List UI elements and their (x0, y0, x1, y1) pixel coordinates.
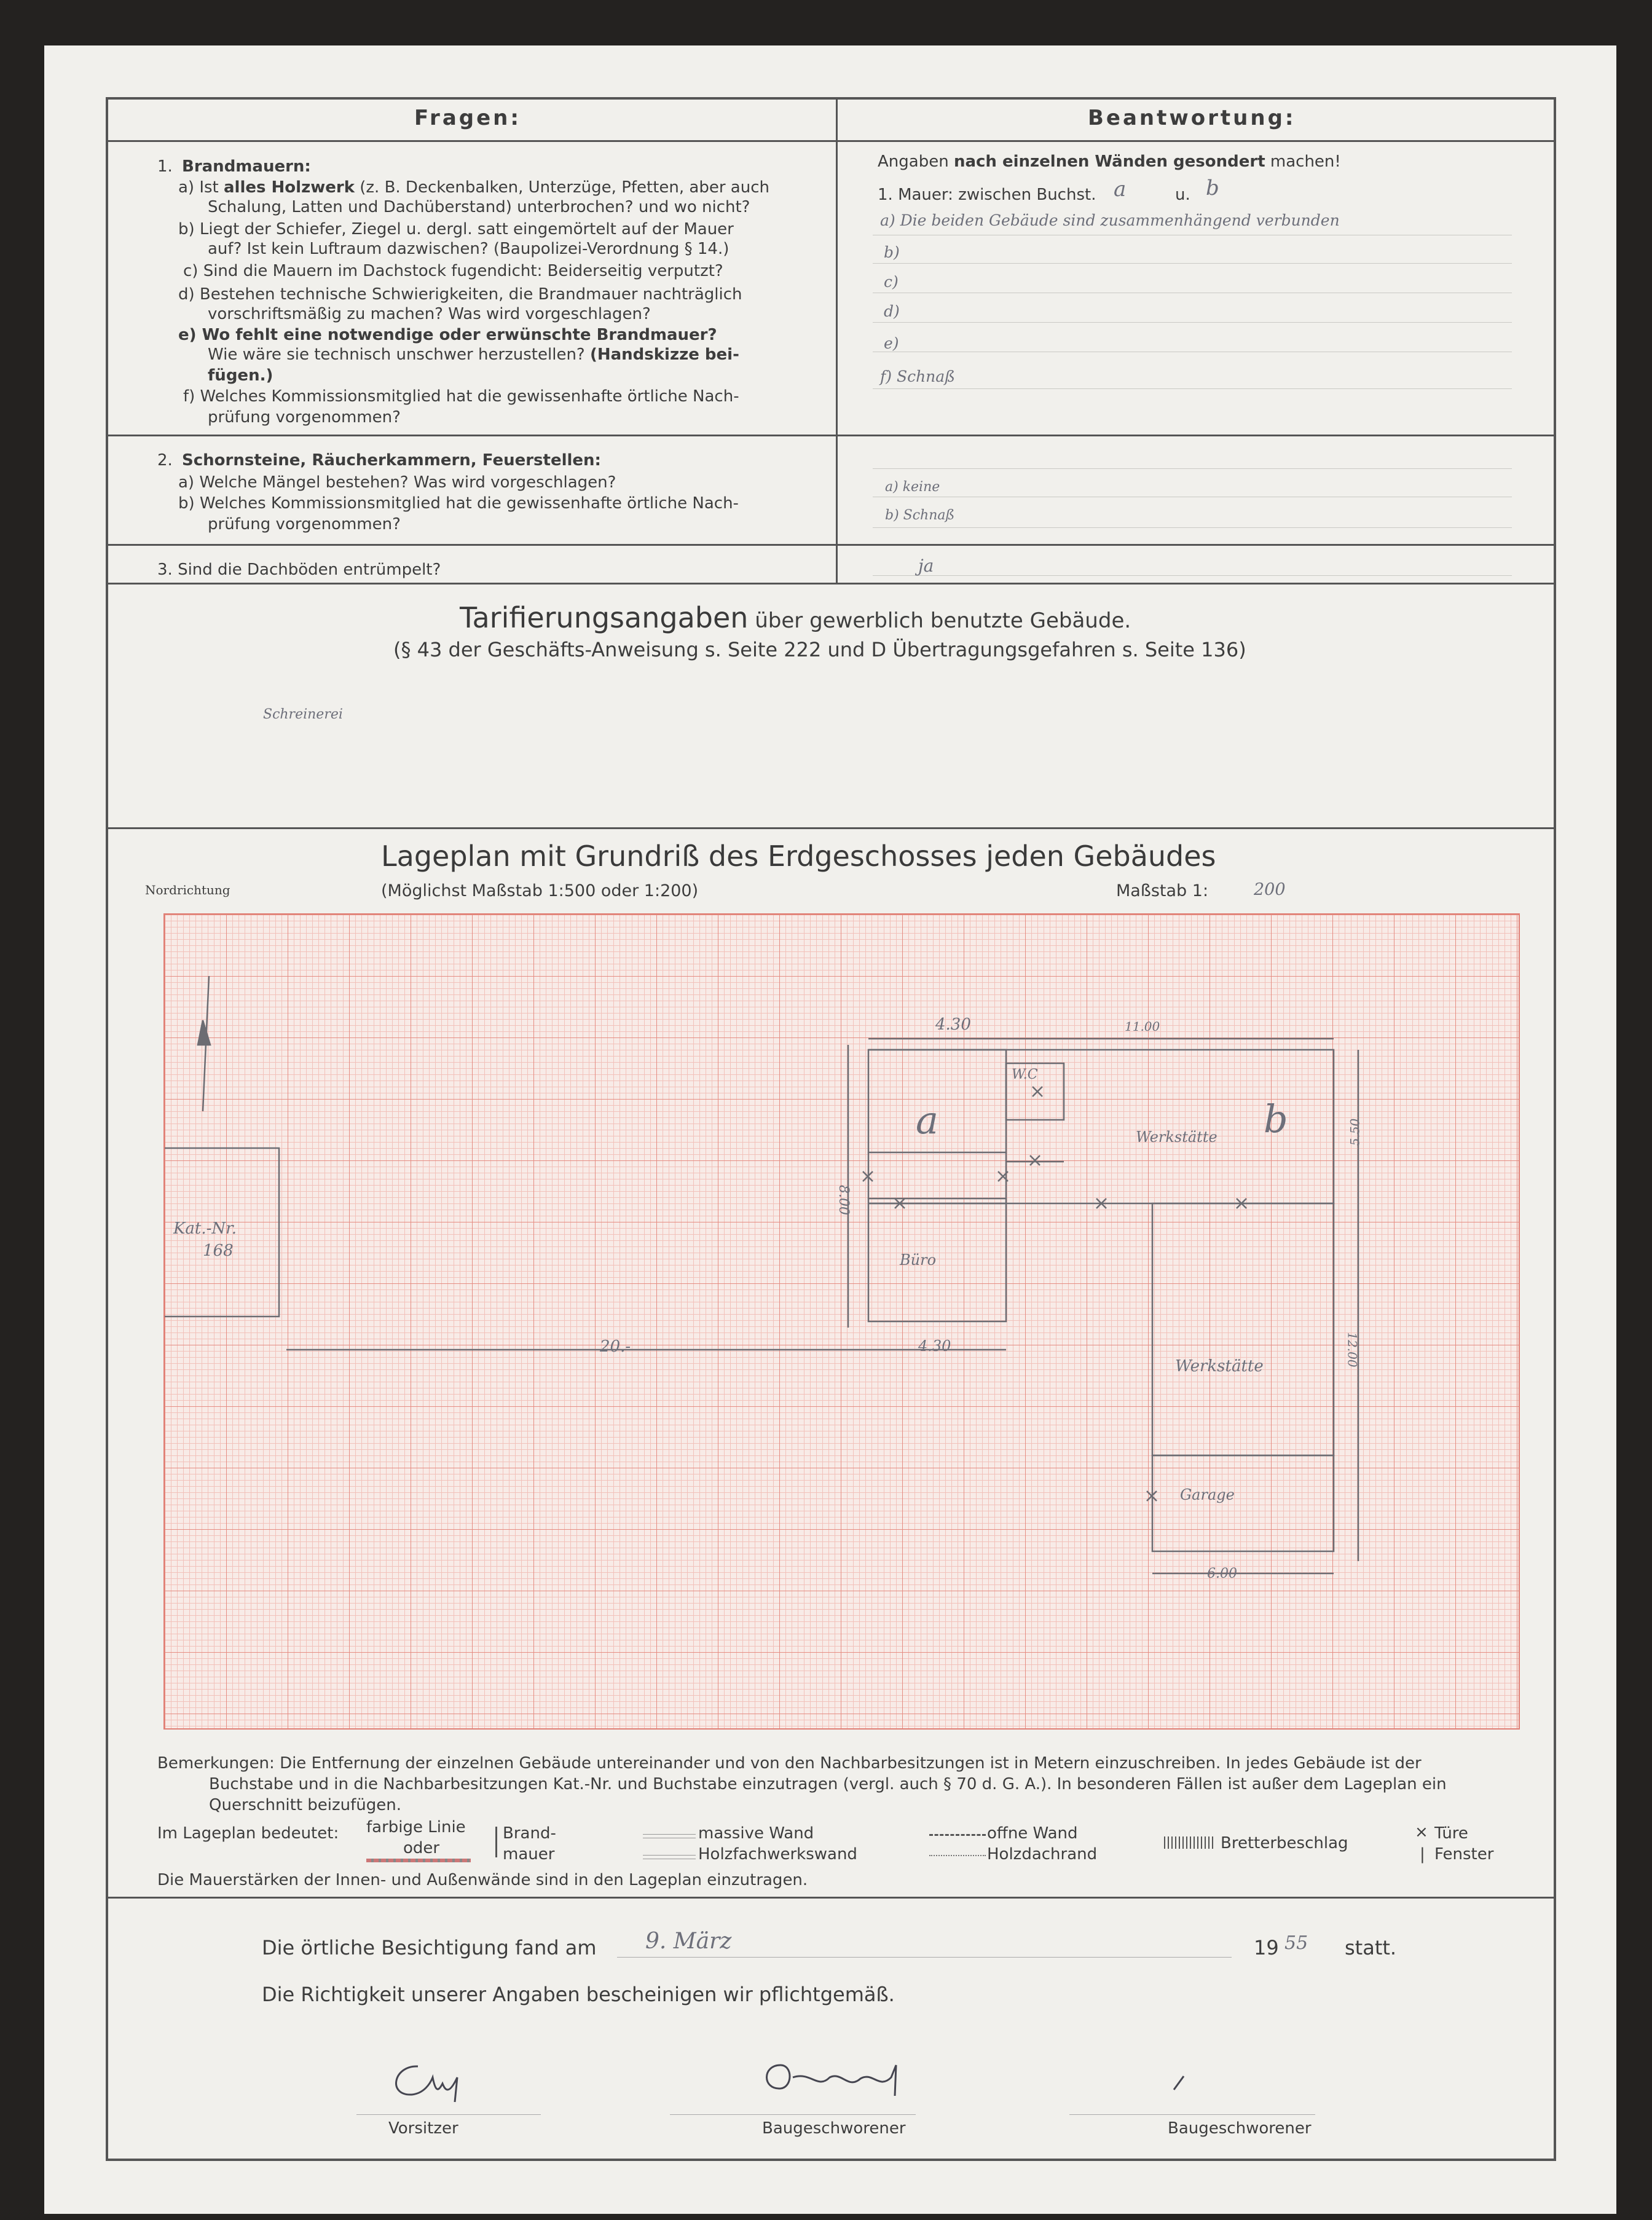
massstab-value: 200 (1254, 880, 1286, 899)
year-handwritten: 55 (1284, 1932, 1308, 1954)
question-2b: b) Welches Kommissionsmitglied hat die gewissenhafte örtliche Nach- (178, 494, 739, 513)
legend-oder: oder (403, 1839, 440, 1857)
plan-werkstaette-bottom: Werkstätte (1175, 1357, 1264, 1376)
mauer-u: u. (1175, 186, 1190, 204)
richtigkeit-text: Die Richtigkeit unserer Angaben bescheinigen wir pflichtgemäß. (262, 1983, 895, 2006)
legend-offne-swatch (929, 1834, 986, 1836)
bemerkungen-line3: Querschnitt beizufügen. (209, 1796, 402, 1814)
plan-dim-1100: 11.00 (1125, 1019, 1160, 1034)
vorsitzer-label: Vorsitzer (388, 2119, 458, 2138)
legend-farbige: farbige Linie (366, 1818, 466, 1836)
tarif-handwritten: Schreinerei (263, 707, 343, 722)
question-1a-cont: Schalung, Latten und Dachüberstand) unterbrochen? und wo nicht? (208, 198, 750, 216)
besichtigung-date: 9. März (645, 1929, 732, 1954)
plan-kat-nr: Kat.-Nr. (173, 1219, 237, 1238)
signature-rule-2 (670, 2114, 916, 2115)
nordrichtung-label: Nordrichtung (145, 883, 230, 897)
plan-dim-600: 6.00 (1207, 1566, 1237, 1581)
answer-2b-handwritten: b) Schnaß (885, 508, 955, 523)
lageplan-title: Lageplan mit Grundriß des Erdgeschosses jeden Gebäudes (381, 840, 1216, 873)
baugeschworener-label-1: Baugeschworener (762, 2119, 906, 2138)
answers-intro: Angaben nach einzelnen Wänden gesondert machen! (878, 152, 1341, 171)
question-1d-cont: vorschriftsmäßig zu machen? Was wird vorgeschlagen? (208, 305, 651, 323)
question-1e-cont: Wie wäre sie technisch unschwer herzustellen? (Handskizze bei- (208, 345, 739, 364)
question-1c: c) Sind die Mauern im Dachstock fugendicht: Beiderseitig verputzt? (183, 262, 723, 280)
mauer-letter-b: b (1206, 176, 1219, 200)
room-buero (868, 1199, 1006, 1321)
question-1a: a) Ist alles Holzwerk (z. B. Deckenbalken, Unterzüge, Pfetten, aber auch (178, 178, 769, 197)
signature-baugeschworener-2 (1155, 2065, 1205, 2102)
signature-baugeschworener-1 (756, 2053, 916, 2108)
lageplan-subtitle: (Möglichst Maßstab 1:500 oder 1:200) (381, 881, 699, 900)
legend-offne: offne Wand (987, 1824, 1078, 1843)
statt-label: statt. (1345, 1936, 1397, 1959)
tarif-title: Tarifierungsangaben über gewerblich benutzte Gebäude. (460, 601, 1131, 634)
question-1e: e) Wo fehlt eine notwendige oder erwünschte Brandmauer? (178, 326, 717, 344)
plan-wc-label: W.C (1012, 1067, 1038, 1082)
question-1b: b) Liegt der Schiefer, Ziegel u. dergl. satt eingemörtelt auf der Mauer (178, 220, 734, 238)
legend-holzfachwerk-swatch (643, 1855, 696, 1859)
question-2b-cont: prüfung vorgenommen? (208, 515, 401, 533)
question-1e-cont2: fügen.) (208, 366, 273, 385)
legend-holzfachwerk: Holzfachwerkswand (698, 1845, 857, 1864)
plan-werkstaette-top: Werkstätte (1136, 1128, 1217, 1146)
answer-2a-handwritten: a) keine (885, 479, 940, 495)
legend-fenster-icon: | (1420, 1845, 1425, 1864)
plan-dim-1200: 12.00 (1345, 1332, 1360, 1368)
legend-fenster: Fenster (1434, 1845, 1494, 1864)
question-1f-cont: prüfung vorgenommen? (208, 408, 401, 427)
plan-kat-num: 168 (203, 1242, 234, 1260)
beantwortung-header: Beantwortung: (1088, 106, 1296, 130)
bemerkungen-line2: Buchstabe und in die Nachbarbesitzungen Kat.-Nr. und Buchstabe einzutragen (vergl. auch § 70 d. G. A.). In besonderen Fällen ist außer dem Lageplan ein (209, 1775, 1447, 1793)
legend-tuere: Türe (1434, 1824, 1468, 1843)
plan-garage-label: Garage (1180, 1486, 1235, 1503)
door-mark (1030, 1155, 1040, 1165)
plan-buero-label: Büro (900, 1251, 937, 1269)
massstab-label: Maßstab 1: (1116, 881, 1209, 900)
legend-intro: Im Lageplan bedeutet: (157, 1824, 339, 1843)
legend-brace (495, 1827, 497, 1857)
answer-1a-handwritten: a) Die beiden Gebäude sind zusammenhängend verbunden (880, 211, 1340, 229)
section2-title: Schornsteine, Räucherkammern, Feuerstellen: (182, 451, 601, 470)
plan-dim-430-top: 4.30 (935, 1015, 971, 1034)
plan-dim-550: 5.50 (1347, 1118, 1363, 1146)
signature-rule-1 (356, 2114, 541, 2115)
section2-number: 2. (157, 451, 173, 470)
fragen-header: Fragen: (414, 106, 521, 130)
plan-dim-20: 20.- (600, 1337, 631, 1356)
legend-brand: Brand- (503, 1824, 556, 1843)
baugeschworener-label-2: Baugeschworener (1168, 2119, 1312, 2138)
date-rule (617, 1957, 1232, 1958)
plan-label-b: b (1264, 1096, 1288, 1141)
north-arrow-head (198, 1020, 210, 1045)
room-werkstaette-bottom (1152, 1203, 1334, 1455)
mauer-line: 1. Mauer: zwischen Buchst. (878, 186, 1096, 204)
bemerkungen-line1: Bemerkungen: Die Entfernung der einzelnen Gebäude untereinander und von den Nachbarbesitzungen ist in Metern einzuschreiben. In jedes Gebäude ist der (157, 1754, 1422, 1773)
signature-rule-3 (1069, 2114, 1315, 2115)
legend-brandmauer-swatch (366, 1859, 471, 1862)
tarif-subtitle: (§ 43 der Geschäfts-Anweisung s. Seite 222 und D Übertragungsgefahren s. Seite 136) (393, 638, 1246, 661)
signature-vorsitzer (381, 2059, 492, 2114)
legend-mauerstaerken: Die Mauerstärken der Innen- und Außenwände sind in den Lageplan einzutragen. (157, 1871, 808, 1889)
section1-number: 1. (157, 157, 173, 176)
question-2a: a) Welche Mängel bestehen? Was wird vorgeschlagen? (178, 473, 616, 492)
plan-dim-800: 8.00 (835, 1185, 851, 1215)
year-prefix: 19 (1254, 1936, 1279, 1959)
legend-tuere-icon: × (1415, 1823, 1428, 1841)
question-3: 3. Sind die Dachböden entrümpelt? (157, 561, 441, 579)
legend-massive: massive Wand (698, 1824, 814, 1843)
section1-title: Brandmauern: (182, 157, 311, 176)
answer-1f-handwritten: f) Schnaß (880, 368, 955, 385)
plan-label-a: a (916, 1098, 938, 1143)
room-garage (1152, 1455, 1334, 1551)
mauer-letter-a: a (1114, 177, 1127, 202)
answer-3-handwritten: ja (918, 556, 934, 576)
legend-massive-swatch (643, 1834, 696, 1838)
legend-bretter-swatch (1164, 1836, 1216, 1849)
legend-holzdachrand: Holzdachrand (987, 1845, 1098, 1864)
answer-1b-handwritten: b) (884, 243, 900, 261)
legend-holzdachrand-swatch (929, 1855, 986, 1856)
answer-1d-handwritten: d) (884, 302, 900, 320)
plan-dim-430-bottom: 4.30 (918, 1337, 951, 1355)
besichtigung-label: Die örtliche Besichtigung fand am (262, 1936, 597, 1959)
question-1f: f) Welches Kommissionsmitglied hat die gewissenhafte örtliche Nach- (183, 387, 739, 406)
legend-bretter: Bretterbeschlag (1221, 1834, 1348, 1852)
answer-1c-handwritten: c) (884, 273, 899, 291)
answer-1e-handwritten: e) (884, 334, 899, 352)
question-1b-cont: auf? Ist kein Luftraum dazwischen? (Baupolizei-Verordnung § 14.) (208, 240, 730, 258)
door-mark (1032, 1087, 1042, 1096)
question-1d: d) Bestehen technische Schwierigkeiten, die Brandmauer nachträglich (178, 285, 742, 304)
legend-mauer: mauer (503, 1845, 555, 1864)
